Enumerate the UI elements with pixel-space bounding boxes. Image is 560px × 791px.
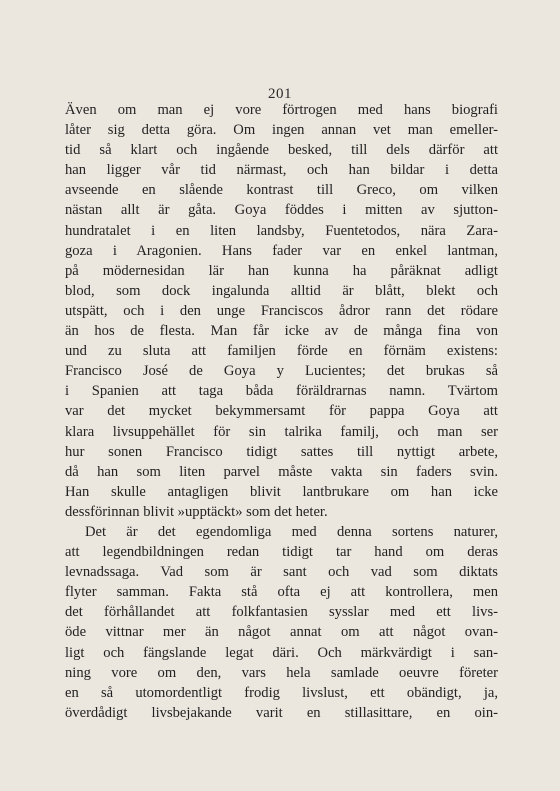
text-line: en så utomordentligt frodig livslust, ett obändigt, ja, (65, 684, 498, 701)
body-text (65, 100, 498, 723)
text-line: överdådigt livsbejakande varit en stillasittare, en oin- (65, 704, 498, 721)
text-line: det förhållandet att folkfantasien sysslar med ett livs- (65, 604, 498, 621)
text-line: låter sig detta göra. Om ingen annan vet man emeller- (65, 122, 498, 139)
text-line: än hos de flesta. Man får icke av de många fina von (65, 323, 498, 340)
text-line: på mödernesidan lär han kunna ha påräknat adligt (65, 262, 498, 279)
text-line: öde vittnar mer än något annat om att något ovan- (65, 624, 498, 641)
text-line: hur sonen Francisco tidigt sattes till nyttigt arbete, (65, 443, 498, 460)
text-line: klara livsuppehället för sin talrika familj, och man ser (65, 423, 498, 440)
text-line: i Spanien att taga båda föräldrarnas namn. Tvärtom (65, 383, 498, 400)
text-line: und zu sluta att familjen förde en förnäm existens: (65, 343, 498, 360)
text-line: att legendbildningen redan tidigt tar hand om deras (65, 544, 498, 561)
paragraph-1 (65, 100, 498, 522)
text-line: han ligger vår tid närmast, och han bildar i detta (65, 162, 498, 179)
text-line: avseende en slående kontrast till Greco, om vilken (65, 182, 498, 199)
text-line: goza i Aragonien. Hans fader var en enkel lantman, (65, 242, 498, 259)
text-line: utspätt, och i den unge Franciscos ådror rann det rödare (65, 302, 498, 319)
text-line: hundratalet i en liten landsby, Fuentetodos, nära Zara- (65, 222, 498, 239)
text-line: tid så klart och ingående besked, till dels därför att (65, 142, 498, 159)
text-line: Han skulle antagligen blivit lantbrukare om han icke (65, 483, 498, 500)
paragraph-2 (65, 522, 498, 723)
text-line: ning vore om den, vars hela samlade oeuvre företer (65, 664, 498, 681)
text-line: Francisco José de Goya y Lucientes; det brukas så (65, 363, 498, 380)
text-line: ligt och fängslande legat däri. Och märkvärdigt i san- (65, 644, 498, 661)
text-line: då han som liten parvel måste vakta sin faders svin. (65, 463, 498, 480)
page-number: 201 (268, 86, 292, 102)
text-line: blod, som dock ingalunda alltid är blått, blekt och (65, 282, 498, 299)
text-line: Det är det egendomliga med denna sortens naturer, (85, 523, 498, 540)
text-line: var det mycket bekymmersamt för pappa Goya att (65, 403, 498, 420)
text-line: nästan allt är gåta. Goya föddes i mitten av sjutton- (65, 202, 498, 219)
text-line: levnadssaga. Vad som är sant och vad som diktats (65, 564, 498, 581)
text-line: Även om man ej vore förtrogen med hans biografi (65, 102, 498, 118)
text-line: flyter samman. Fakta stå ofta ej att kontrollera, men (65, 584, 498, 601)
text-line: dessförinnan blivit »upptäckt» som det heter. (65, 503, 328, 520)
